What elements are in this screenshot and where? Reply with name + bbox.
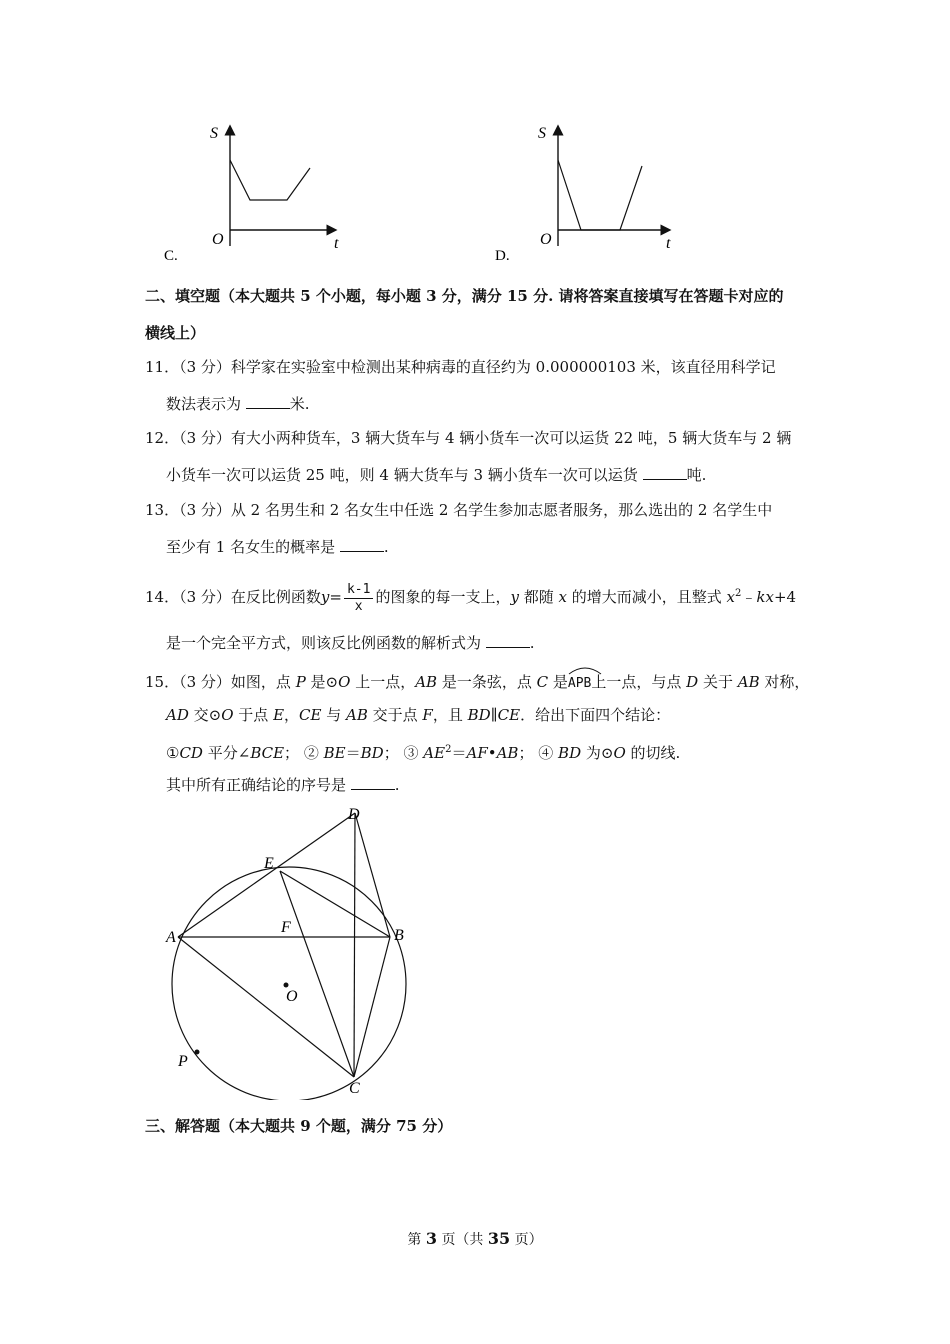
q15-text: 上一点，与点 — [591, 673, 687, 691]
q15-text: 上一点， — [350, 673, 416, 691]
question-15-line1 — [145, 667, 809, 695]
q15-text: 是 — [548, 673, 568, 691]
segment-dc — [354, 813, 355, 1077]
q14-number: 14． — [145, 588, 180, 606]
conclusion-1-marker: ① — [166, 744, 180, 762]
q15-var: D — [686, 673, 699, 691]
q14-y-eq: y= — [320, 588, 342, 606]
question-13-line2 — [166, 536, 389, 558]
q15-text: ＝ — [345, 744, 361, 762]
graph-option-c — [160, 118, 360, 268]
q14-post2: 都随 — [518, 588, 559, 606]
q14-poly-exp: 2 — [734, 588, 742, 599]
label-a: A — [166, 929, 176, 946]
question-14-line1 — [145, 574, 796, 617]
q15-text: 于点 — [233, 706, 274, 724]
conclusion-4-marker: ④ — [538, 744, 554, 762]
q11-number: 11． — [145, 358, 180, 376]
q15-text: ， — [284, 706, 300, 724]
q15-var: CD — [179, 744, 203, 762]
q15-geometry-figure — [160, 800, 420, 1100]
q15-text: 其中所有正确结论的序号是 — [166, 776, 347, 794]
conclusion-2-marker: ② — [303, 744, 319, 762]
q15-text: 的切线. — [625, 744, 681, 762]
circle-diagram — [160, 800, 420, 1100]
segment-ac — [178, 937, 354, 1077]
q14-poly-kx: kx — [756, 588, 774, 606]
point-o-dot — [284, 983, 289, 988]
q15-text: 对称， — [759, 673, 810, 691]
q14-poly-x: x — [726, 588, 735, 606]
q15-var: O — [338, 673, 351, 691]
graph-option-d — [490, 118, 690, 268]
question-15-line2 — [166, 704, 670, 726]
q12-text: 有大小两种货车，3 辆大货车与 4 辆小货车一次可以运货 22 吨，5 辆大货车与 2 辆 — [230, 429, 792, 447]
segment-ad — [178, 813, 355, 937]
q11-text: 科学家在实验室中检测出某种病毒的直径约为 0.000000103 米，该直径用科学记 — [230, 358, 776, 376]
q14-poly-const: +4 — [773, 588, 797, 606]
q15-number: 15． — [145, 673, 180, 691]
q12-unit: 吨. — [686, 466, 707, 484]
q15-text: • — [487, 744, 497, 762]
q14-fraction — [344, 582, 373, 615]
q15-var: C — [536, 673, 549, 691]
q15-var: AF — [466, 744, 488, 762]
graph-d-curve — [558, 160, 642, 230]
graph-c-option-label: C. — [164, 248, 178, 264]
q15-text: ∥ — [490, 706, 498, 724]
q13-number: 13． — [145, 501, 180, 519]
q14-poly-minus: ﹣ — [741, 588, 757, 606]
question-15-conclusions — [166, 739, 680, 764]
graph-c-svg — [160, 118, 360, 268]
q15-var: AE — [423, 744, 446, 762]
q15-text: . — [394, 776, 400, 794]
q15-var: BD — [558, 744, 582, 762]
graph-c-origin-label: O — [212, 231, 224, 248]
q15-var: O — [613, 744, 626, 762]
section2-heading-line2: 横线上） — [145, 324, 206, 342]
label-c: C — [349, 1080, 360, 1097]
graph-c-y-label: S — [210, 125, 218, 142]
q15-text: 是⊙ — [305, 673, 339, 691]
q15-var: AB — [346, 706, 368, 724]
q15-text: 关于 — [698, 673, 738, 691]
arc-symbol-icon — [568, 665, 602, 675]
question-14-line2 — [166, 632, 535, 654]
q14-score: （3 分） — [179, 588, 231, 606]
q15-text: ； — [383, 744, 399, 762]
question-13-line1 — [145, 499, 772, 521]
q14-var-x: x — [558, 588, 567, 606]
q13-period: . — [383, 538, 389, 556]
q15-var: O — [221, 706, 234, 724]
q14-frac-numerator: k-1 — [344, 582, 373, 599]
q15-text: 交⊙ — [188, 706, 222, 724]
label-d: D — [348, 806, 360, 823]
label-f: F — [281, 919, 291, 936]
q15-var: CE — [299, 706, 322, 724]
q11-unit: 米. — [289, 395, 310, 413]
label-p: P — [178, 1053, 188, 1070]
q15-text: ＝ — [451, 744, 467, 762]
q13-answer-blank[interactable] — [340, 537, 384, 552]
section3-heading: 三、解答题（本大题共 9 个题，满分 75 分） — [145, 1117, 453, 1135]
section2-heading-line1: 二、填空题（本大题共 5 个小题，每小题 3 分，满分 15 分. 请将答案直接填写在答题卡对应的 — [145, 287, 784, 305]
q13-text: 从 2 名男生和 2 名女生中任选 2 名学生参加志愿者服务，那么选出的 2 名学生中 — [230, 501, 773, 519]
footer-mid: 页（共 — [441, 1232, 484, 1248]
q15-var: E — [273, 706, 285, 724]
q12-text2: 小货车一次可以运货 25 吨，则 4 辆大货车与 3 辆小货车一次可以运货 — [166, 466, 638, 484]
q15-text: 是一条弦，点 — [437, 673, 537, 691]
q15-var: P — [295, 673, 306, 691]
graph-d-svg — [490, 118, 690, 268]
q11-text2: 数法表示为 — [166, 395, 242, 413]
q14-post1: 的图象的每一支上， — [375, 588, 511, 606]
q15-exp: 2 — [445, 744, 452, 755]
q15-score: （3 分） — [179, 673, 231, 691]
point-p-dot — [195, 1050, 200, 1055]
segment-bc — [354, 937, 390, 1077]
graph-c-curve — [230, 160, 310, 200]
q11-answer-blank[interactable] — [246, 394, 290, 409]
q14-frac-denominator: x — [354, 598, 363, 614]
question-15-line4 — [166, 774, 400, 796]
q12-answer-blank[interactable] — [643, 465, 687, 480]
q15-var: BCE — [250, 744, 285, 762]
q15-var: BE — [323, 744, 346, 762]
label-e: E — [264, 855, 274, 872]
graph-d-y-label: S — [538, 125, 546, 142]
q14-period: . — [529, 634, 535, 652]
segment-eb — [280, 871, 390, 937]
q12-number: 12． — [145, 429, 180, 447]
footer-post: 页） — [514, 1232, 543, 1248]
q15-text: ，且 — [432, 706, 468, 724]
label-o: O — [286, 988, 298, 1005]
q14-pre: 在反比例函数 — [230, 588, 321, 606]
q15-var: BD — [360, 744, 384, 762]
footer-pre: 第 — [407, 1232, 422, 1248]
footer-page-number: 3 — [425, 1229, 437, 1248]
q15-arc-label: APB — [567, 676, 592, 691]
q15-answer-blank[interactable] — [351, 775, 395, 790]
q13-score: （3 分） — [179, 501, 231, 519]
q14-text2: 是一个完全平方式，则该反比例函数的解析式为 — [166, 634, 482, 652]
q15-var: AB — [496, 744, 519, 762]
q15-text: 如图，点 — [230, 673, 296, 691]
graph-c-x-label: t — [334, 235, 339, 252]
q13-text2: 至少有 1 名女生的概率是 — [166, 538, 336, 556]
q15-text: ．给出下面四个结论： — [520, 706, 671, 724]
page-footer — [0, 1229, 950, 1249]
q15-var: CE — [497, 706, 521, 724]
question-12-line2 — [166, 464, 706, 486]
segment-db — [355, 813, 390, 937]
graph-d-option-label: D. — [495, 248, 510, 264]
segment-ec — [280, 871, 354, 1077]
circle-o-outline — [172, 867, 406, 1100]
q14-post3: 的增大而减小，且整式 — [566, 588, 727, 606]
q15-var: BD — [467, 706, 491, 724]
q14-var-y: y — [510, 588, 519, 606]
question-11-line1 — [145, 356, 776, 378]
q15-var: AB — [737, 673, 760, 691]
question-11-line2 — [166, 393, 310, 415]
q15-var: F — [422, 706, 433, 724]
q15-var: AB — [415, 673, 438, 691]
conclusion-3-marker: ③ — [403, 744, 419, 762]
q15-arc-apb — [568, 667, 591, 695]
q15-text: ； — [518, 744, 534, 762]
q15-var: AD — [166, 706, 189, 724]
q15-text: ； — [284, 744, 300, 762]
q11-score: （3 分） — [179, 358, 231, 376]
graph-d-origin-label: O — [540, 231, 552, 248]
q14-answer-blank[interactable] — [486, 633, 530, 648]
question-12-line1 — [145, 427, 791, 449]
q15-text: 平分∠ — [202, 744, 251, 762]
q15-text: 与 — [321, 706, 347, 724]
label-b: B — [394, 927, 404, 944]
q15-text: 交于点 — [367, 706, 423, 724]
graph-d-x-label: t — [666, 235, 671, 252]
footer-total-pages: 35 — [487, 1229, 511, 1248]
q15-text: 为⊙ — [581, 744, 614, 762]
q12-score: （3 分） — [179, 429, 231, 447]
